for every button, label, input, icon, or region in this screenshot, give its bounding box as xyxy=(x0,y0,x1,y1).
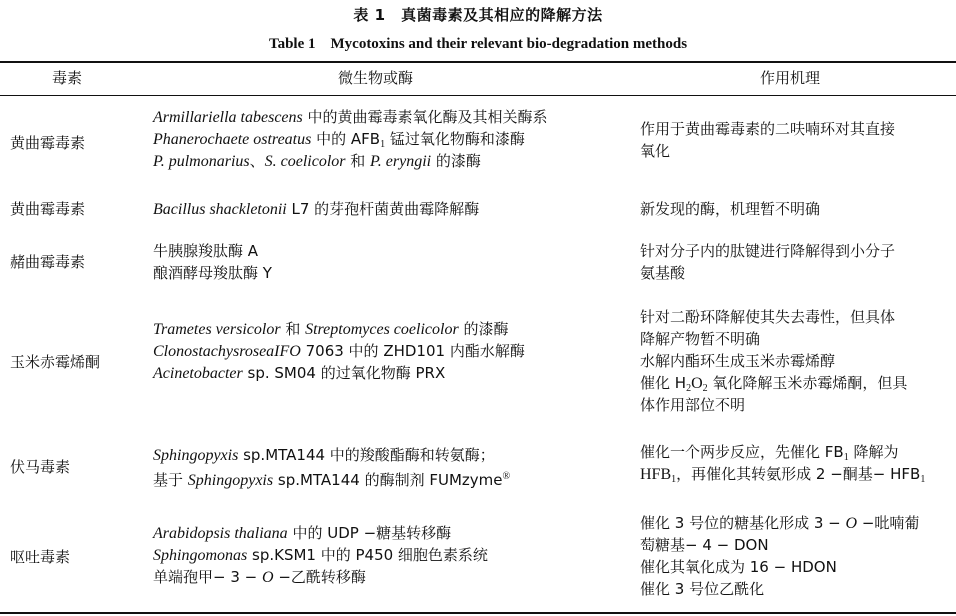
cell-line xyxy=(153,544,488,566)
text-run: 催化其氧化成为 16 − HDON xyxy=(640,558,837,576)
text-run: 催化一个两步反应，先催化 FB xyxy=(640,443,844,461)
text-run: sp.KSM1 中的 P450 细胞色素系统 xyxy=(247,546,488,564)
text-run: 酿酒酵母羧肽酶 Y xyxy=(153,264,272,282)
cell-line xyxy=(640,118,895,140)
enzyme-cell xyxy=(153,444,510,488)
cell-line xyxy=(153,262,272,284)
toxin-cell: 呕吐毒素 xyxy=(10,548,71,566)
text-run: ，再催化其转氨形成 2 −酮基− HFB xyxy=(676,465,921,483)
cell-line xyxy=(640,394,907,416)
cell-line xyxy=(153,340,525,362)
text-run: 降解产物暂不明确 xyxy=(640,330,761,348)
table-caption-en: Table 1 Mycotoxins and their relevant bio-degradation methods xyxy=(268,36,688,52)
text-run: 7063 中的 ZHD101 内酯水解酶 xyxy=(300,342,525,360)
text-run: P. pulmonarius xyxy=(153,153,250,170)
text-run: Trametes versicolor xyxy=(153,321,281,338)
table-top-rule xyxy=(0,61,956,63)
toxin-cell: 黄曲霉毒素 xyxy=(10,200,86,218)
enzyme-cell xyxy=(153,106,548,172)
text-run: 氧化 xyxy=(640,142,671,160)
cell-line xyxy=(640,534,919,556)
toxin-cell: 赭曲霉毒素 xyxy=(10,253,86,271)
text-run: 2 xyxy=(686,383,692,394)
text-run: 1 xyxy=(380,139,386,150)
cell-line xyxy=(640,262,895,284)
text-run: 中的 AFB xyxy=(311,130,381,148)
text-run: sp.MTA144 的酶制剂 FUMzyme xyxy=(273,471,503,489)
table-bottom-rule xyxy=(0,612,956,614)
cell-line xyxy=(640,512,919,534)
enzyme-cell xyxy=(153,240,272,284)
cell-line xyxy=(153,150,548,172)
cell-line xyxy=(153,466,510,488)
text-run: ® xyxy=(502,471,511,482)
text-run: sp. SM04 的过氧化物酶 PRX xyxy=(242,364,446,382)
text-run: 新发现的酶，机理暂不明确 xyxy=(640,200,821,218)
table-caption-zh: 表 1 真菌毒素及其相应的降解方法 xyxy=(353,6,603,24)
cell-line xyxy=(640,140,895,162)
column-header-toxin: 毒素 xyxy=(52,69,83,87)
text-run: HFB xyxy=(640,466,672,483)
mechanism-cell xyxy=(640,512,919,600)
text-run: Sphingopyxis xyxy=(187,472,274,489)
column-header-enzyme: 微生物或酶 xyxy=(338,69,414,87)
column-header-mechanism: 作用机理 xyxy=(760,69,821,87)
text-run: 体作用部位不明 xyxy=(640,396,746,414)
text-run: Streptomyces coelicolor xyxy=(305,321,459,338)
mechanism-cell xyxy=(640,240,895,284)
cell-line xyxy=(153,128,548,150)
text-run: 牛胰腺羧肽酶 A xyxy=(153,242,259,260)
text-run: 催化 H xyxy=(640,374,687,392)
text-run: 针对分子内的肽键进行降解得到小分子 xyxy=(640,242,896,260)
cell-line xyxy=(640,198,820,220)
text-run: −吡喃葡 xyxy=(857,514,920,532)
text-run: 降解为 xyxy=(848,443,899,461)
cell-line xyxy=(153,522,488,544)
mechanism-cell xyxy=(640,306,907,416)
text-run: 针对二酚环降解使其失去毒性，但具体 xyxy=(640,308,896,326)
text-run: P. eryngii xyxy=(370,153,432,170)
cell-line xyxy=(640,463,925,485)
text-run: 1 xyxy=(920,474,926,485)
cell-line xyxy=(153,362,525,384)
text-run: O xyxy=(262,569,274,586)
text-run: 、 xyxy=(249,152,265,170)
text-run: 的漆酶 xyxy=(458,320,509,338)
cell-line xyxy=(640,306,907,328)
cell-line xyxy=(640,328,907,350)
text-run: Armillariella tabescens xyxy=(153,109,303,126)
text-run: 催化 3 号位乙酰化 xyxy=(640,580,765,598)
cell-line xyxy=(640,578,919,600)
text-run: 1 xyxy=(843,452,849,463)
text-run: Arabidopsis thaliana xyxy=(153,525,288,542)
text-run: 萄糖基− 4 − DON xyxy=(640,536,769,554)
text-run: 中的黄曲霉毒素氧化酶及其相关酶系 xyxy=(302,108,548,126)
text-run: 1 xyxy=(671,474,677,485)
cell-line xyxy=(640,556,919,578)
text-run: Acinetobacter xyxy=(153,365,243,382)
text-run: L7 的芽孢杆菌黄曲霉降解酶 xyxy=(286,200,480,218)
mechanism-cell xyxy=(640,198,820,220)
text-run: S. coelicolor xyxy=(264,153,346,170)
text-run: 2 xyxy=(702,383,708,394)
text-run: 单端孢甲− 3 − xyxy=(153,568,262,586)
text-run: 和 xyxy=(280,320,306,338)
enzyme-cell xyxy=(153,522,488,588)
text-run: ClonostachysroseaIFO xyxy=(153,343,301,360)
cell-line xyxy=(640,441,925,463)
text-run: Phanerochaete ostreatus xyxy=(153,131,312,148)
cell-line xyxy=(640,372,907,394)
cell-line xyxy=(153,318,525,340)
text-run: 水解内酯环生成玉米赤霉烯醇 xyxy=(640,352,836,370)
text-run: 和 xyxy=(345,152,371,170)
toxin-cell: 玉米赤霉烯酮 xyxy=(10,353,101,371)
text-run: 的漆酶 xyxy=(431,152,481,170)
mechanism-cell xyxy=(640,118,895,162)
text-run: 氨基酸 xyxy=(640,264,686,282)
enzyme-cell xyxy=(153,198,479,220)
cell-line xyxy=(153,566,488,588)
cell-line xyxy=(640,350,907,372)
text-run: O xyxy=(845,515,858,532)
cell-line xyxy=(153,198,479,220)
text-run: 中的 UDP −糖基转移酶 xyxy=(287,524,452,542)
text-run: 作用于黄曲霉毒素的二呋喃环对其直接 xyxy=(640,120,896,138)
text-run: 锰过氧化物酶和漆酶 xyxy=(385,130,525,148)
text-run: 催化 3 号位的糖基化形成 3 − xyxy=(640,514,846,532)
header-rule xyxy=(0,95,956,96)
mechanism-cell xyxy=(640,441,925,485)
text-run: sp.MTA144 中的羧酸酯酶和转氨酶； xyxy=(238,446,495,464)
text-run: 氧化降解玉米赤霉烯酮，但具 xyxy=(707,374,908,392)
text-run: 基于 xyxy=(153,471,188,489)
cell-line xyxy=(153,240,272,262)
cell-line xyxy=(153,444,510,466)
toxin-cell: 伏马毒素 xyxy=(10,458,71,476)
text-run: Sphingomonas xyxy=(153,547,248,564)
text-run: Bacillus shackletonii xyxy=(153,201,287,218)
cell-line xyxy=(640,240,895,262)
toxin-cell: 黄曲霉毒素 xyxy=(10,134,86,152)
text-run: O xyxy=(691,375,703,392)
enzyme-cell xyxy=(153,318,525,384)
text-run: Sphingopyxis xyxy=(153,447,239,464)
cell-line xyxy=(153,106,548,128)
text-run: −乙酰转移酶 xyxy=(273,568,366,586)
